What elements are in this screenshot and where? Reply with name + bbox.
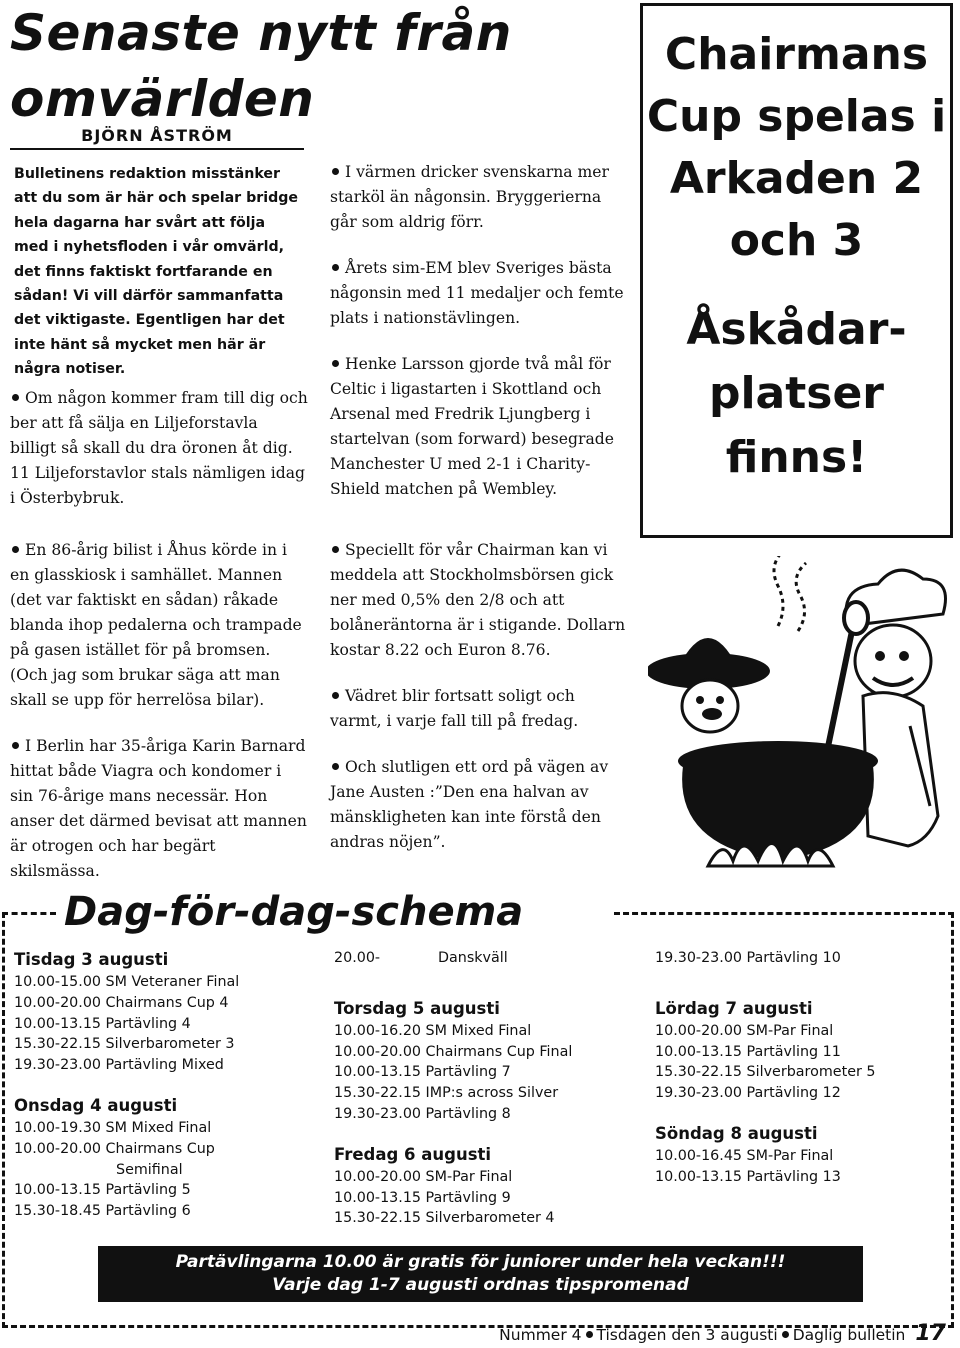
notice-text: Årets sim-EM blev Sveriges bästa någonsin med 11 medaljer och femte plats i nationstävlingen.	[330, 259, 624, 327]
schedule-entry: 10.00-13.15 Partävling 4	[14, 1015, 191, 1032]
schedule-entry: 10.00-15.00 SM Veteraner Final	[14, 974, 240, 990]
byline-rule	[10, 148, 304, 150]
schedule-entry: 10.00-16.45 SM-Par Final	[655, 1147, 834, 1164]
schedule-column-2	[334, 948, 634, 1229]
schedule-entry: 10.00-20.00 Chairmans Cup	[14, 1140, 215, 1157]
notice-item	[10, 386, 308, 511]
notices-column-2-top	[330, 160, 628, 523]
schedule-entry: 10.00-13.15 Partävling 13	[655, 1168, 841, 1185]
schedule-entry-continuation: Semifinal	[116, 1161, 183, 1178]
bullet-icon	[332, 264, 339, 271]
day-heading: Onsdag 4 augusti	[14, 1095, 178, 1115]
promo-box	[640, 3, 953, 538]
bullet-icon	[332, 546, 339, 553]
bullet-icon	[332, 168, 339, 175]
byline: BJÖRN ÅSTRÖM	[81, 126, 233, 145]
promo-heading: Chairmans Cup spelas i Arkaden 2 och 3	[646, 29, 947, 266]
steam-icon	[774, 556, 783, 626]
schedule-column-3	[655, 948, 945, 1188]
notice-text: I värmen dricker svenskarna mer starköl än någonsin. Bryggerierna går som aldrig förr.	[330, 163, 609, 231]
bullet-icon	[12, 394, 19, 401]
notice-item	[10, 734, 308, 884]
banner-line-1: Partävlingarna 10.00 är gratis för juniorer under hela veckan!!!	[175, 1252, 786, 1272]
schedule-column-1	[14, 948, 314, 1222]
notices-column-1-top	[10, 386, 308, 532]
schedule-entry: 19.30-23.00 Partävling 10	[655, 950, 841, 966]
notice-item	[330, 352, 628, 502]
schedule-entry: 15.30-22.15 IMP:s across Silver	[334, 1085, 559, 1102]
schedule-entry: 15.30-18.45 Partävling 6	[14, 1203, 191, 1220]
bullet-icon	[332, 692, 339, 699]
entry-time: 20.00-	[334, 950, 381, 966]
notices-column-1-bottom	[10, 538, 308, 905]
schedule-entry: 10.00-20.00 Chairmans Cup Final	[334, 1043, 573, 1060]
notice-item	[10, 538, 308, 713]
day-heading: Lördag 7 augusti	[655, 998, 813, 1018]
page-number: 17	[915, 1321, 946, 1346]
notice-text: Henke Larsson gjorde två mål för Celtic i ligastarten i Skottland och Arsenal med Fredrik Ljungberg i startelvan (som forward) besegrade Manchester U med 2-1 i Charity-Shield matchen på Wembley.	[330, 355, 614, 498]
schedule-entry	[334, 948, 634, 969]
schedule-entry: 10.00-13.15 Partävling 7	[334, 1064, 511, 1081]
schedule-entry: 10.00-20.00 Chairmans Cup 4	[14, 994, 229, 1011]
notice-text: Speciellt för vår Chairman kan vi meddela att Stockholmsbörsen gick ner med 0,5% den 2/8 och att bolåneräntorna är i stigande. Dollarn kostar 8.22 och Euron 8.76.	[330, 541, 626, 659]
notice-item	[330, 755, 628, 855]
junior-banner	[98, 1246, 863, 1302]
schedule-entry: 15.30-22.15 Silverbarometer 5	[655, 1064, 876, 1081]
bullet-icon	[332, 360, 339, 367]
schedule-entry: 19.30-23.00 Partävling 12	[655, 1085, 841, 1102]
schedule-entry: 15.30-22.15 Silverbarometer 3	[14, 1036, 235, 1053]
notice-text: Och slutligen ett ord på vägen av Jane Austen :”Den ena halvan av mänskligheten kan inte förstå den andras nöjen”.	[330, 758, 609, 851]
notice-text: En 86-årig bilist i Åhus körde in i en glasskiosk i samhället. Mannen (det var faktiskt en sådan) råkade blanda ihop pedalerna och trampade på gasen istället för på bromsen. (Och jag som brukar säga att man skall se upp för herrelösa bilar).	[10, 541, 302, 709]
page-footer	[426, 1322, 946, 1347]
schedule-entry: 15.30-22.15 Silverbarometer 4	[334, 1210, 555, 1227]
schedule-entry: 19.30-23.00 Partävling Mixed	[14, 1057, 224, 1074]
schedule-entry: 10.00-13.15 Partävling 5	[14, 1182, 191, 1199]
dot-icon	[782, 1331, 789, 1338]
schedule-entry: 10.00-20.00 SM-Par Final	[655, 1022, 834, 1039]
notice-text: Om någon kommer fram till dig och ber att få sälja en Liljeforstavla billigt så skall du dra öronen åt dig. 11 Liljeforstavlor stals nämligen idag i Österbybruk.	[10, 389, 308, 507]
schedule-entry: 10.00-13.15 Partävling 9	[334, 1189, 511, 1206]
notice-text: Vädret blir fortsatt soligt och varmt, i varje fall till på fredag.	[330, 687, 579, 730]
dot-icon	[586, 1331, 593, 1338]
footer-publication: Daglig bulletin	[792, 1326, 906, 1344]
schedule-entry: 10.00-19.30 SM Mixed Final	[14, 1119, 212, 1136]
schedule-entry: 10.00-20.00 SM-Par Final	[334, 1168, 513, 1185]
schedule-entry: 10.00-13.15 Partävling 11	[655, 1043, 841, 1060]
promo-subheading: Åskådar-platser finns!	[686, 304, 907, 483]
article-intro: Bulletinens redaktion misstänker att du som är här och spelar bridge hela dagarna har svårt att följa med i nyhetsfloden i vår omvärld, det finns faktiskt fortfarande en sådan! Vi vill därför sammanfatta det viktigaste. Egentligen har det inte hänt så mycket men här är några notiser.	[14, 166, 299, 378]
notice-text: I Berlin har 35-åriga Karin Barnard hittat både Viagra och kondomer i sin 76-årige mans necessär. Hon anser det därmed bevisat att mannen är otrogen och har begärt skilsmässa.	[10, 737, 307, 880]
notice-item	[330, 256, 628, 331]
bullet-icon	[12, 742, 19, 749]
notices-column-2-bottom	[330, 538, 628, 876]
notice-item	[330, 684, 628, 734]
day-heading: Fredag 6 augusti	[334, 1144, 492, 1164]
bullet-icon	[12, 546, 19, 553]
footer-issue: Nummer 4	[499, 1326, 582, 1344]
schedule-entry: 19.30-23.00 Partävling 8	[334, 1105, 511, 1122]
footer-date: Tisdagen den 3 augusti	[596, 1326, 778, 1344]
schedule-title: Dag-för-dag-schema	[64, 889, 524, 935]
schedule-entry: 10.00-16.20 SM Mixed Final	[334, 1022, 532, 1039]
article-title: Senaste nytt från omvärlden	[10, 4, 512, 128]
day-heading: Torsdag 5 augusti	[334, 998, 500, 1018]
banner-line-2: Varje dag 1-7 augusti ordnas tipspromenad	[272, 1275, 689, 1295]
chefs-cauldron-illustration	[648, 556, 948, 876]
notice-item	[330, 160, 628, 235]
day-heading: Söndag 8 augusti	[655, 1123, 818, 1143]
notice-item	[330, 538, 628, 663]
day-heading: Tisdag 3 augusti	[14, 950, 169, 969]
bullet-icon	[332, 763, 339, 770]
entry-event: Danskväll	[438, 950, 508, 966]
